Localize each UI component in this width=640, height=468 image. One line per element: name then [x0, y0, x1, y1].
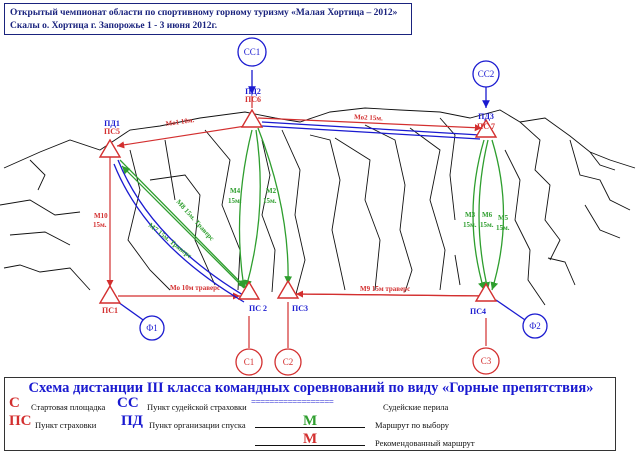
f2-label: Ф2	[529, 321, 541, 331]
legend-rec-text: Рекомендованный маршрут	[375, 438, 475, 448]
route-m1-label: Мо1 10м.	[165, 116, 195, 128]
route-m10-label-a: М10	[94, 212, 108, 220]
legend-cc-text: Пункт судейской страховки	[147, 402, 247, 412]
pd3-top-label: ПД3	[478, 112, 494, 121]
ps2-label: ПС 2	[249, 304, 267, 313]
route-m9-label: М9 15м траверс	[360, 285, 411, 293]
route-m2v-label-b: 15м.	[263, 197, 277, 205]
legend-rec-code: М	[303, 431, 318, 447]
route-m3v-label-b: 15м.	[463, 221, 477, 229]
legend-box	[4, 377, 616, 451]
route-m5-label-a: М5	[498, 214, 509, 222]
legend-cc-code: СС	[117, 395, 139, 411]
route-m4-label-b: 15м.	[228, 197, 242, 205]
route-m6-label-b: 15м.	[480, 221, 494, 229]
node-ps3	[278, 281, 298, 298]
header-box	[4, 3, 412, 35]
rock-outline	[0, 108, 635, 305]
route-m3-label: Мо 10м траверс	[170, 284, 221, 292]
cc2-label: СС2	[477, 69, 495, 79]
legend-title: Схема дистанции III класса командных соревнований по виду «Горные препятствия»	[28, 380, 594, 396]
header-line-2: Скалы о. Хортица г. Запорожье 1 - 3 июня 2012г.	[10, 21, 218, 31]
route-m10-label-b: 15м.	[93, 221, 107, 229]
header-line-1: Открытый чемпионат области по спортивному горному туризму «Малая Хортица – 2012»	[10, 8, 398, 18]
ps4-label: ПС4	[470, 307, 486, 316]
c1-label: С1	[243, 357, 255, 367]
legend-pd-text: Пункт организации спуска	[149, 420, 246, 430]
route-m2v-label-a: М2	[266, 187, 277, 195]
cc1-label: СС1	[243, 47, 261, 57]
legend-opt-code: М	[303, 413, 318, 429]
pd1-top-label: ПД1	[104, 119, 120, 128]
route-m4-label-a: М4	[230, 187, 241, 195]
route-m8-label: М8 15м. Траверс	[174, 197, 216, 243]
legend-rope-text: Судейские перила	[383, 402, 449, 412]
route-m6-label-a: М6	[482, 211, 493, 219]
route-m5-label-b: 15м.	[496, 224, 510, 232]
f1-label: Ф1	[146, 323, 158, 333]
pd1-bottom-label: ПС5	[104, 127, 120, 136]
pd2-top-label: ПД2	[245, 87, 261, 96]
legend-pd-code: ПД	[121, 413, 143, 429]
legend-ps-code: ПС	[9, 413, 32, 429]
pd3-bottom-label: ПС 7	[477, 122, 495, 131]
legend-rope-symbol: ==================	[251, 397, 334, 407]
route-m3v-label-a: М3	[465, 211, 476, 219]
c2-label: С2	[282, 357, 294, 367]
c3-label: С3	[480, 356, 492, 366]
legend-c-text: Стартовая площадка	[31, 402, 106, 412]
pd2-bottom-label: ПС6	[245, 95, 261, 104]
ps1-label: ПС1	[102, 306, 118, 315]
legend-opt-text: Маршрут по выбору	[375, 420, 449, 430]
node-ps1	[100, 286, 120, 303]
legend-ps-text: Пункт страховки	[35, 420, 97, 430]
route-m7-label: М7 15м. Траверс	[146, 221, 194, 261]
route-m2-label: Мо2 15м.	[353, 113, 384, 123]
legend-c-code: С	[9, 395, 20, 411]
ps3-label: ПС3	[292, 304, 308, 313]
green-routes	[120, 128, 504, 290]
